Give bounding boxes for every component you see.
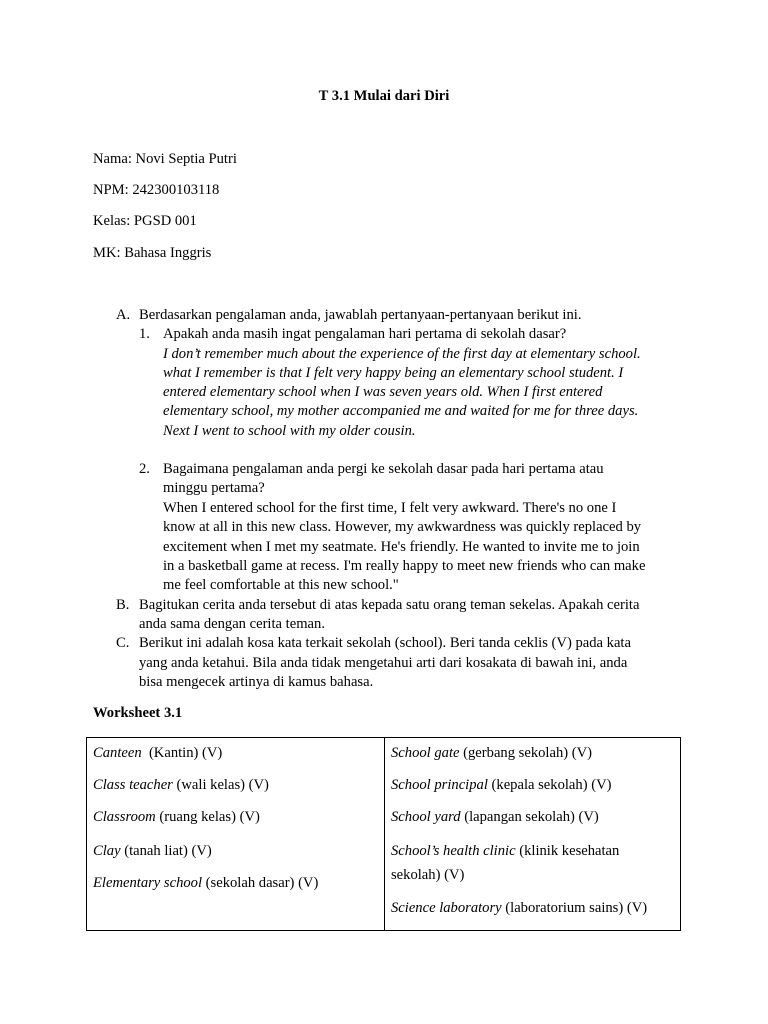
vocab-item [93, 776, 269, 795]
vocab-item [93, 874, 318, 893]
answer-2-line: When I entered school for the first time, I felt very awkward. There's no one I [163, 500, 617, 516]
question-2-line: Bagaimana pengalaman anda pergi ke sekolah dasar pada hari pertama atau [163, 461, 604, 477]
question-2-line: minggu pertama? [163, 480, 265, 496]
section-a-text: Berdasarkan pengalaman anda, jawablah pertanyaan-pertanyaan berikut ini. [139, 307, 582, 323]
vocab-item [391, 776, 611, 795]
vocab-item [391, 808, 599, 827]
vocab-meaning: (laboratorium sains) (V) [501, 900, 648, 916]
vocab-meaning: (gerbang sekolah) (V) [459, 745, 593, 761]
vocab-term: Clay [93, 843, 121, 859]
vocab-item [93, 808, 260, 827]
vocab-term: Science laboratory [391, 900, 502, 916]
vocab-meaning: (ruang kelas) (V) [155, 809, 260, 825]
section-b-line: anda sama dengan cerita teman. [139, 616, 325, 632]
answer-1-line: elementary school, my mother accompanied me and waited for me for three days. [163, 403, 639, 419]
vocab-term: Class teacher [93, 777, 173, 793]
vocab-item [93, 744, 222, 763]
question-2-marker: 2. [139, 461, 150, 477]
section-c-line: yang anda ketahui. Bila anda tidak mengetahui arti dari kosakata di bawah ini, anda [139, 655, 628, 671]
student-class: Kelas: PGSD 001 [93, 213, 197, 229]
section-b-marker: B. [116, 597, 130, 613]
vocab-meaning: (sekolah dasar) (V) [202, 875, 319, 891]
vocab-item [391, 842, 619, 861]
vocab-meaning: (klinik kesehatan [515, 843, 620, 859]
worksheet-title: Worksheet 3.1 [93, 705, 183, 721]
vocab-term: School principal [391, 777, 488, 793]
vocab-term: Canteen [93, 745, 142, 761]
vocab-term: School yard [391, 809, 461, 825]
answer-2-line: me feel comfortable at this new school." [163, 577, 399, 593]
document-title: T 3.1 Mulai dari Diri [318, 88, 450, 104]
section-c-line: bisa mengecek artinya di kamus bahasa. [139, 674, 374, 690]
section-c-line: Berikut ini adalah kosa kata terkait sekolah (school). Beri tanda ceklis (V) pada kata [139, 635, 631, 651]
vocab-item [391, 899, 647, 918]
student-npm: NPM: 242300103118 [93, 182, 220, 198]
answer-2-line: excitement when I met my seatmate. He's friendly. He wanted to invite me to join [163, 539, 640, 555]
question-1-marker: 1. [139, 326, 150, 342]
vocab-item [391, 744, 592, 763]
vocab-meaning: (Kantin) (V) [141, 745, 223, 761]
vocab-term: Classroom [93, 809, 156, 825]
vocab-meaning: (wali kelas) (V) [172, 777, 269, 793]
vocabulary-table [86, 737, 681, 931]
vocab-item [93, 842, 212, 861]
column-divider [384, 738, 385, 930]
vocab-item-continued: sekolah) (V) [391, 867, 465, 883]
vocab-term: Elementary school [93, 875, 203, 891]
vocab-term: School’s health clinic [391, 843, 516, 859]
question-1-text: Apakah anda masih ingat pengalaman hari pertama di sekolah dasar? [163, 326, 567, 342]
vocab-meaning: (kepala sekolah) (V) [487, 777, 612, 793]
answer-1-line: Next I went to school with my older cousin. [163, 423, 416, 439]
section-c-marker: C. [116, 635, 130, 651]
vocab-meaning: (lapangan sekolah) (V) [460, 809, 599, 825]
vocab-meaning: (tanah liat) (V) [120, 843, 212, 859]
answer-1-line: entered elementary school when I was seven years old. When I first entered [163, 384, 603, 400]
student-name: Nama: Novi Septia Putri [93, 151, 237, 167]
answer-1-line: I don’t remember much about the experience of the first day at elementary school. [163, 346, 641, 362]
answer-1-line: what I remember is that I felt very happy being an elementary school student. I [163, 365, 624, 381]
section-b-line: Bagitukan cerita anda tersebut di atas kepada satu orang teman sekelas. Apakah cerita [139, 597, 640, 613]
answer-2-line: know at all in this new class. However, my awkwardness was quickly replaced by [163, 519, 642, 535]
section-a-marker: A. [116, 307, 131, 323]
course-name: MK: Bahasa Inggris [93, 245, 212, 261]
answer-2-line: in a basketball game at recess. I'm really happy to meet new friends who can make [163, 558, 646, 574]
vocab-term: School gate [391, 745, 460, 761]
